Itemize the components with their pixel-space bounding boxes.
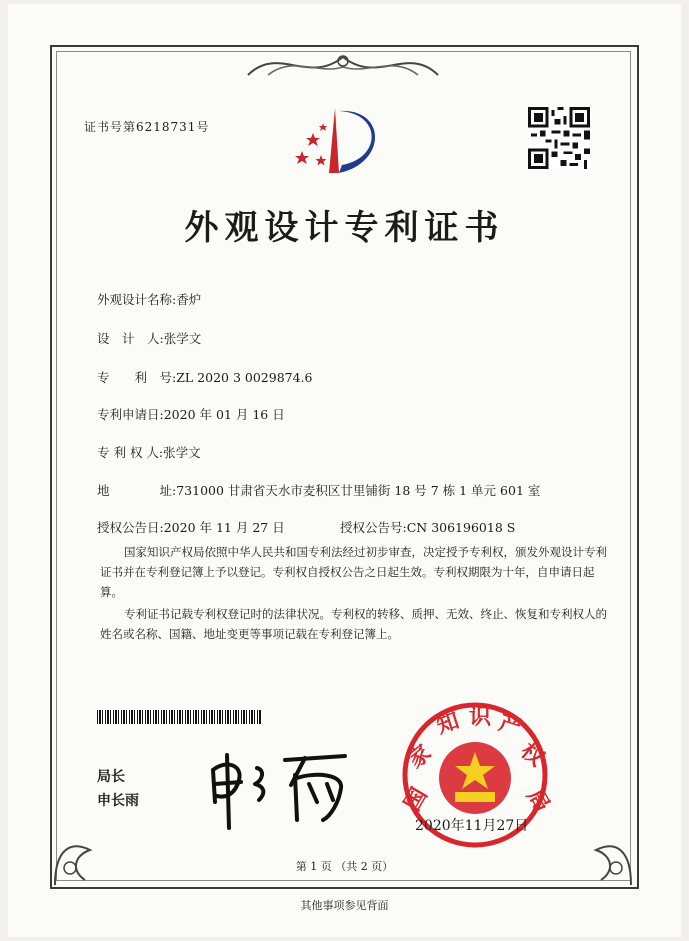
field-value: 张学文 [163, 331, 202, 346]
page-number: 第 1 页 （共 2 页） [295, 860, 394, 873]
field-label: 设 计 人: [97, 331, 164, 346]
field-grant-number [340, 518, 515, 536]
field-label: 专利申请日: [97, 407, 164, 422]
signatory-name: 申长雨 [97, 793, 139, 809]
field-grant-date [97, 518, 285, 536]
field-value: 香炉 [176, 292, 202, 307]
svg-text:国: 国 [399, 783, 433, 816]
field-patent-number [97, 368, 313, 386]
qr-code-icon [528, 107, 590, 169]
handwritten-signature [205, 740, 355, 830]
field-value: 731000 甘肃省天水市麦积区廿里铺街 18 号 7 栋 1 单元 601 室 [176, 483, 541, 498]
svg-text:家: 家 [402, 739, 437, 774]
field-design-name [97, 290, 201, 308]
svg-text:局: 局 [521, 784, 555, 817]
seal-date: 2020年11月27日 [415, 818, 529, 834]
statement-paragraph-1: 国家知识产权局依照中华人民共和国专利法经过初步审查，决定授予专利权，颁发外观设计专利证书并在专利登记簿上予以登记。专利权自授权公告之日起生效。专利权期限为十年，自申请日起算。 [100, 545, 607, 599]
field-label: 地 址: [97, 483, 177, 498]
svg-text:权: 权 [515, 737, 550, 772]
field-designer [97, 329, 201, 347]
field-value: 2020 年 11 月 27 日 [163, 520, 285, 535]
field-label: 授权公告日: [97, 520, 164, 535]
field-label: 授权公告号: [340, 520, 407, 535]
patent-emblem-icon [287, 103, 387, 183]
field-value: ZL 2020 3 0029874.6 [176, 370, 313, 385]
field-patentee [97, 443, 201, 461]
field-label: 专 利 权 人: [97, 445, 164, 460]
svg-text:产: 产 [495, 709, 525, 742]
statement-paragraph-2: 专利证书记载专利权登记时的法律状况。专利权的转移、质押、无效、终止、恢复和专利权人的姓名或名称、国籍、地址变更等事项记载在专利登记簿上。 [100, 607, 607, 641]
back-note: 其他事项参见背面 [300, 899, 389, 912]
signatory-title: 局长 [97, 769, 125, 785]
field-value: 2020 年 01 月 16 日 [163, 407, 285, 422]
field-label: 专 利 号: [97, 370, 177, 385]
svg-text:识: 识 [468, 704, 492, 730]
barcode [97, 710, 262, 724]
field-label: 外观设计名称: [97, 292, 177, 307]
field-value: 张学文 [163, 445, 201, 460]
corner-ornament-bottom-right [566, 820, 636, 890]
certificate-number: 证书号第6218731号 [84, 120, 210, 134]
top-ornament [238, 45, 448, 85]
field-application-date [97, 405, 285, 423]
corner-ornament-bottom-left [50, 820, 120, 890]
svg-text:知: 知 [433, 707, 463, 740]
field-value: CN 306196018 S [406, 520, 516, 535]
field-address [97, 481, 540, 499]
certificate-title: 外观设计专利证书 [184, 208, 505, 248]
